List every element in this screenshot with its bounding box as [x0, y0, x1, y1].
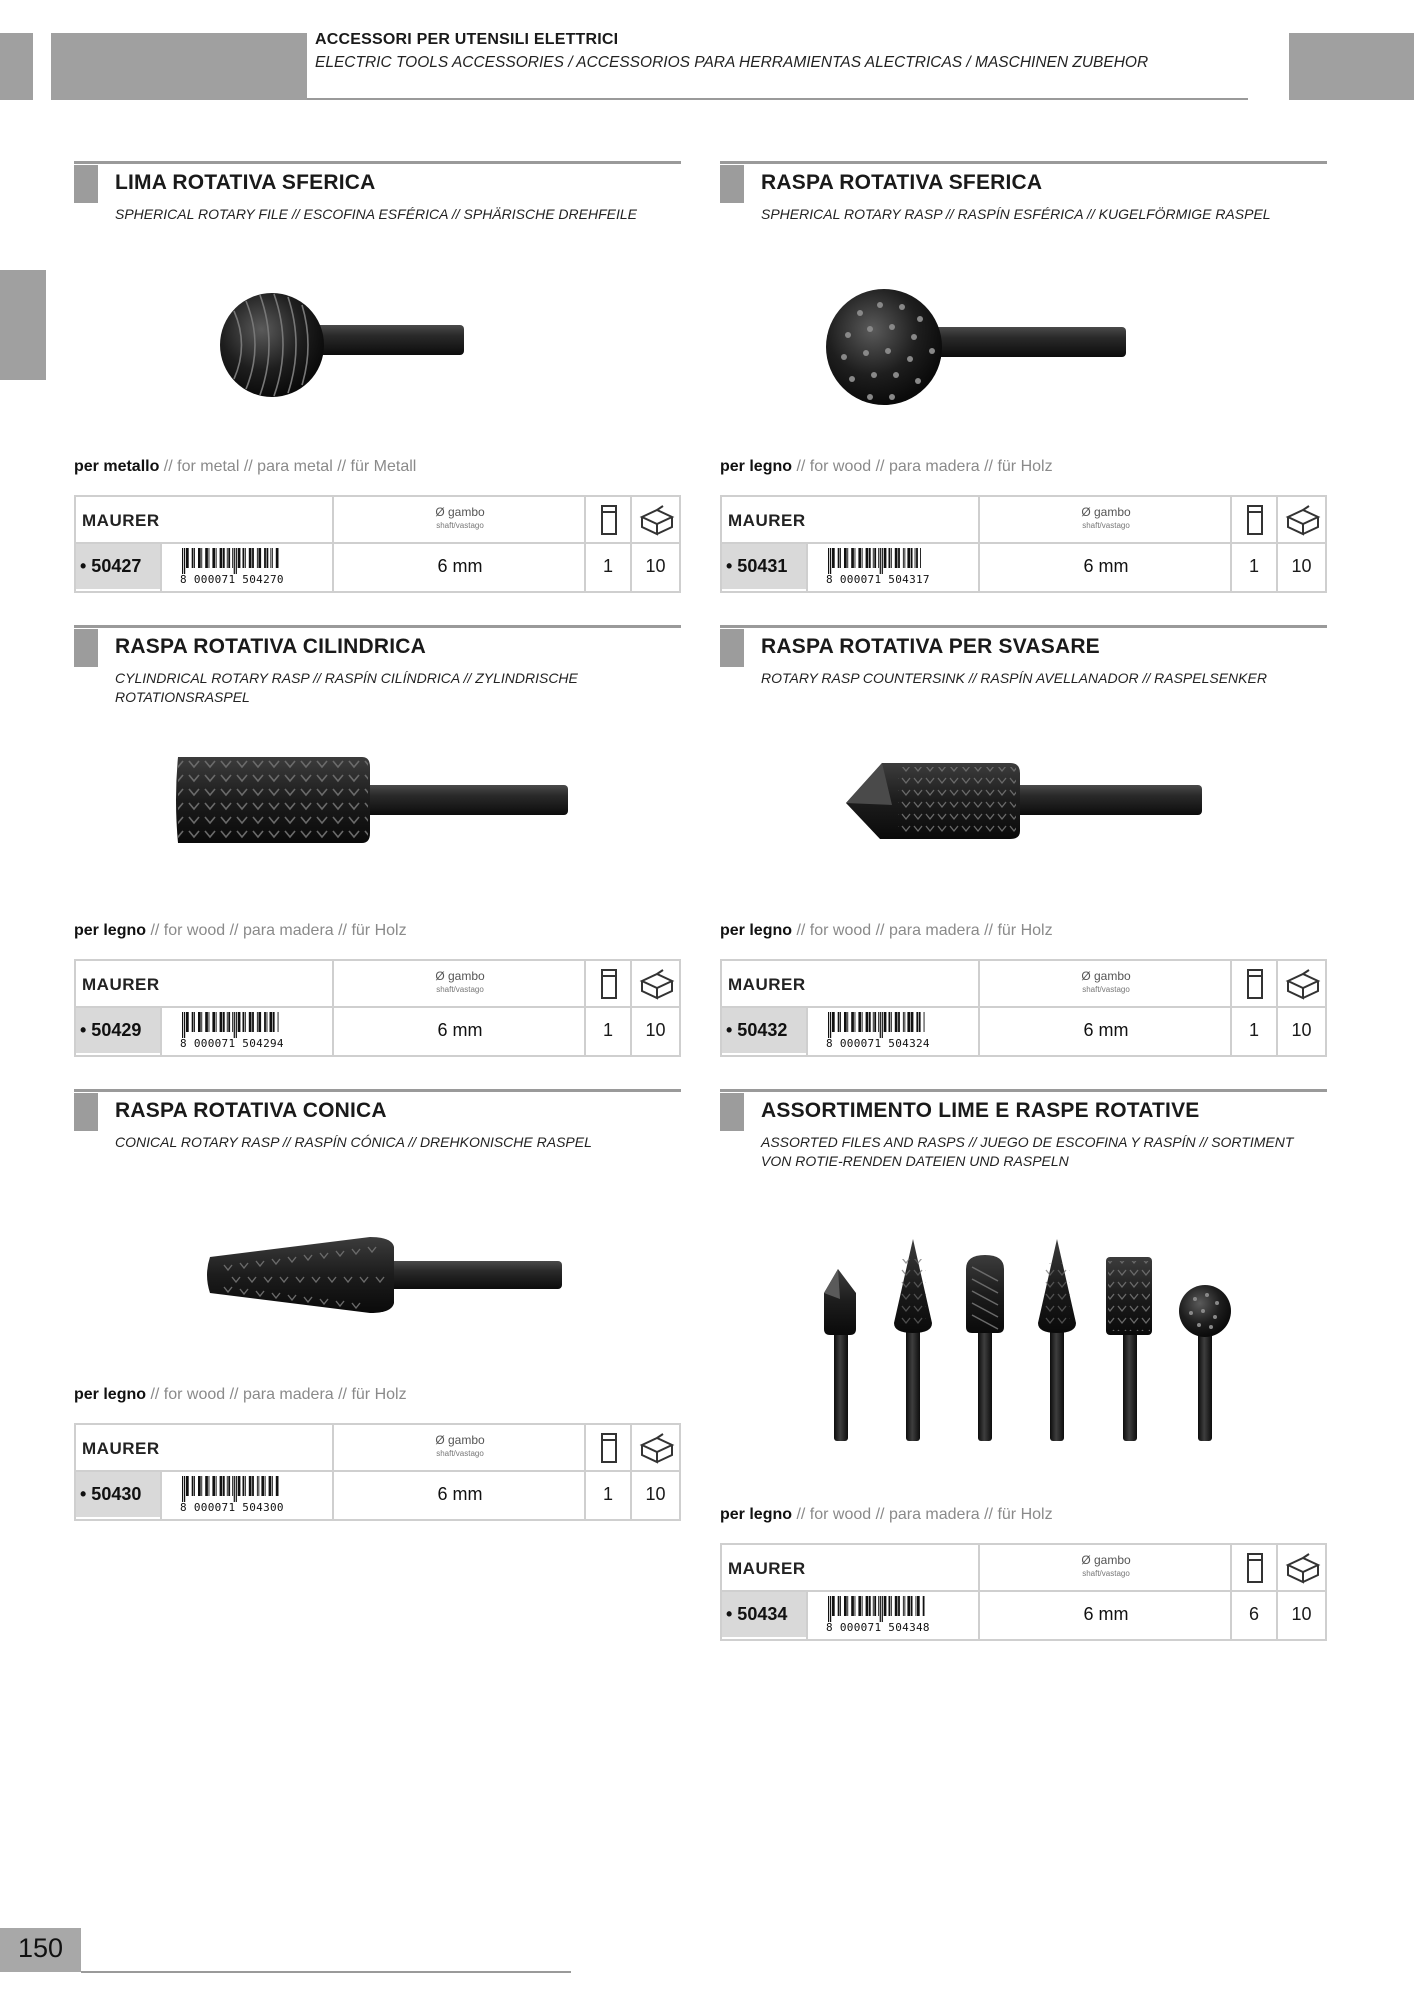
box-quantity: 10 — [1291, 1020, 1312, 1040]
countersink-rasp-image — [720, 715, 1327, 915]
section-rule — [74, 625, 681, 628]
product-title: RASPA ROTATIVA PER SVASARE — [761, 635, 1100, 658]
product-subtitle: ASSORTED FILES AND RASPS // JUEGO DE ESCOFINA Y RASPÍN // SORTIMENT VON ROTIE-RENDEN DATEIEN UND RASPELN — [761, 1134, 1294, 1169]
product-code: • 50430 — [80, 1484, 142, 1504]
shaft-diameter: 6 mm — [437, 556, 483, 576]
section-rule — [720, 625, 1327, 628]
section-marker — [74, 165, 98, 203]
pack-quantity: 6 — [1248, 1604, 1259, 1624]
product-code: • 50432 — [726, 1020, 788, 1040]
product-title: LIMA ROTATIVA SFERICA — [115, 171, 376, 194]
page-number: 150 — [18, 1933, 64, 1963]
cylindrical-rasp-image — [74, 715, 681, 915]
usage-bold: per legno — [74, 1386, 147, 1403]
usage-rest: // for wood // para madera // für Holz — [146, 1386, 407, 1403]
section-marker — [720, 165, 744, 203]
gambo-label: Ø gambo — [435, 505, 485, 519]
barcode-number: 8 000071 504324 — [826, 1037, 930, 1050]
barcode-number: 8 000071 504270 — [180, 573, 284, 586]
gambo-label: Ø gambo — [1081, 505, 1131, 519]
shaft-diameter: 6 mm — [437, 1484, 483, 1504]
barcode-number: 8 000071 504300 — [180, 1501, 284, 1514]
product-code: • 50434 — [726, 1604, 788, 1624]
brand-logo: MAURER — [728, 975, 806, 994]
box-quantity: 10 — [645, 1020, 666, 1040]
shaft-diameter: 6 mm — [1083, 1604, 1129, 1624]
product-table — [720, 495, 1327, 593]
section-marker — [74, 1093, 98, 1131]
spherical-file-image — [74, 251, 681, 451]
footer-rule — [81, 1971, 571, 1973]
section-marker — [720, 629, 744, 667]
shaft-diameter-header — [980, 970, 1232, 996]
pack-quantity: 1 — [602, 1484, 613, 1504]
section-rule — [720, 1089, 1327, 1092]
box-quantity: 10 — [645, 556, 666, 576]
gambo-sublabel: shaft/vastago — [1082, 1569, 1130, 1578]
usage-rest: // for metal // para metal // für Metall — [159, 458, 417, 475]
section-marker — [720, 1093, 744, 1131]
usage-note — [74, 458, 416, 476]
box-quantity: 10 — [645, 1484, 666, 1504]
product-title: RASPA ROTATIVA CONICA — [115, 1099, 387, 1122]
usage-bold: per metallo — [74, 458, 160, 475]
shaft-diameter-header — [334, 1434, 586, 1460]
usage-note — [720, 458, 1053, 476]
gambo-label: Ø gambo — [1081, 1553, 1131, 1567]
box-icon — [639, 1431, 675, 1465]
barcode-number: 8 000071 504348 — [826, 1621, 930, 1634]
conical-rasp-image — [74, 1179, 681, 1379]
product-table — [720, 1543, 1327, 1641]
pack-quantity: 1 — [1248, 1020, 1259, 1040]
product-title: RASPA ROTATIVA SFERICA — [761, 171, 1043, 194]
brand-logo: MAURER — [728, 511, 806, 530]
table-row — [722, 544, 1325, 591]
single-pack-icon — [598, 1431, 620, 1465]
usage-note — [720, 922, 1053, 940]
spherical-rasp-image — [720, 251, 1327, 451]
usage-bold: per legno — [720, 458, 793, 475]
box-icon — [1285, 967, 1321, 1001]
product-code: • 50427 — [80, 556, 142, 576]
brand-logo: MAURER — [82, 511, 160, 530]
usage-rest: // for wood // para madera // für Holz — [146, 922, 407, 939]
shaft-diameter-header — [334, 506, 586, 532]
gambo-sublabel: shaft/vastago — [1082, 985, 1130, 994]
single-pack-icon — [1244, 967, 1266, 1001]
box-quantity: 10 — [1291, 1604, 1312, 1624]
usage-rest: // for wood // para madera // für Holz — [792, 922, 1053, 939]
table-header-row — [76, 1425, 679, 1472]
usage-bold: per legno — [720, 1506, 793, 1523]
single-pack-icon — [598, 503, 620, 537]
barcode — [180, 548, 300, 586]
single-pack-icon — [598, 967, 620, 1001]
box-icon — [1285, 1551, 1321, 1585]
gambo-label: Ø gambo — [435, 969, 485, 983]
pack-quantity: 1 — [1248, 556, 1259, 576]
section-rule — [74, 1089, 681, 1092]
shaft-diameter-header — [334, 970, 586, 996]
shaft-diameter-header — [980, 506, 1232, 532]
header-tab-right — [1289, 33, 1414, 100]
single-pack-icon — [1244, 503, 1266, 537]
table-header-row — [76, 497, 679, 544]
barcode — [180, 1476, 300, 1514]
table-header-row — [722, 1545, 1325, 1592]
shaft-diameter-header — [980, 1554, 1232, 1580]
brand-logo: MAURER — [82, 975, 160, 994]
section-rule — [74, 161, 681, 164]
usage-note — [74, 1386, 407, 1404]
product-title: RASPA ROTATIVA CILINDRICA — [115, 635, 427, 658]
section-rule — [720, 161, 1327, 164]
table-row — [76, 1008, 679, 1055]
table-row — [722, 1008, 1325, 1055]
product-subtitle: CONICAL ROTARY RASP // RASPÍN CÓNICA // DREHKONISCHE RASPEL — [115, 1134, 592, 1150]
single-pack-icon — [1244, 1551, 1266, 1585]
table-header-row — [722, 961, 1325, 1008]
pack-quantity: 1 — [602, 1020, 613, 1040]
pack-quantity: 1 — [602, 556, 613, 576]
table-row — [722, 1592, 1325, 1639]
product-code: • 50431 — [726, 556, 788, 576]
gambo-label: Ø gambo — [435, 1433, 485, 1447]
usage-bold: per legno — [720, 922, 793, 939]
product-table — [720, 959, 1327, 1057]
product-subtitle: SPHERICAL ROTARY RASP // RASPÍN ESFÉRICA // KUGELFÖRMIGE RASPEL — [761, 206, 1271, 222]
product-subtitle: ROTARY RASP COUNTERSINK // RASPÍN AVELLANADOR // RASPELSENKER — [761, 670, 1267, 686]
brand-logo: MAURER — [82, 1439, 160, 1458]
product-code: • 50429 — [80, 1020, 142, 1040]
shaft-diameter: 6 mm — [1083, 1020, 1129, 1040]
page-title: ACCESSORI PER UTENSILI ELETTRICI — [315, 31, 619, 48]
box-quantity: 10 — [1291, 556, 1312, 576]
brand-logo: MAURER — [728, 1559, 806, 1578]
usage-rest: // for wood // para madera // für Holz — [792, 1506, 1053, 1523]
header-block — [51, 33, 307, 100]
barcode-number: 8 000071 504317 — [826, 573, 930, 586]
barcode — [180, 1012, 300, 1050]
assorted-set-image — [720, 1219, 1327, 1469]
header-rule — [307, 98, 1248, 100]
gambo-label: Ø gambo — [1081, 969, 1131, 983]
gambo-sublabel: shaft/vastago — [1082, 521, 1130, 530]
table-row — [76, 1472, 679, 1519]
page-subtitle: ELECTRIC TOOLS ACCESSORIES / ACCESSORIOS PARA HERRAMIENTAS ALECTRICAS / MASCHINEN ZUBEHOR — [315, 54, 1149, 71]
box-icon — [1285, 503, 1321, 537]
product-table — [74, 959, 681, 1057]
gambo-sublabel: shaft/vastago — [436, 521, 484, 530]
usage-note — [720, 1506, 1053, 1524]
shaft-diameter: 6 mm — [1083, 556, 1129, 576]
barcode-number: 8 000071 504294 — [180, 1037, 284, 1050]
product-subtitle: CYLINDRICAL ROTARY RASP // RASPÍN CILÍNDRICA // ZYLINDRISCHE ROTATIONSRASPEL — [115, 670, 578, 705]
table-header-row — [722, 497, 1325, 544]
product-table — [74, 1423, 681, 1521]
section-marker — [74, 629, 98, 667]
box-icon — [639, 503, 675, 537]
barcode — [826, 548, 946, 586]
shaft-diameter: 6 mm — [437, 1020, 483, 1040]
table-row — [76, 544, 679, 591]
product-table — [74, 495, 681, 593]
barcode — [826, 1596, 946, 1634]
usage-bold: per legno — [74, 922, 147, 939]
side-tab — [0, 270, 46, 380]
usage-note — [74, 922, 407, 940]
table-header-row — [76, 961, 679, 1008]
product-title: ASSORTIMENTO LIME E RASPE ROTATIVE — [761, 1099, 1200, 1122]
gambo-sublabel: shaft/vastago — [436, 1449, 484, 1458]
product-subtitle: SPHERICAL ROTARY FILE // ESCOFINA ESFÉRICA // SPHÄRISCHE DREHFEILE — [115, 206, 638, 222]
gambo-sublabel: shaft/vastago — [436, 985, 484, 994]
header-tab-left — [0, 33, 33, 100]
usage-rest: // for wood // para madera // für Holz — [792, 458, 1053, 475]
box-icon — [639, 967, 675, 1001]
barcode — [826, 1012, 946, 1050]
